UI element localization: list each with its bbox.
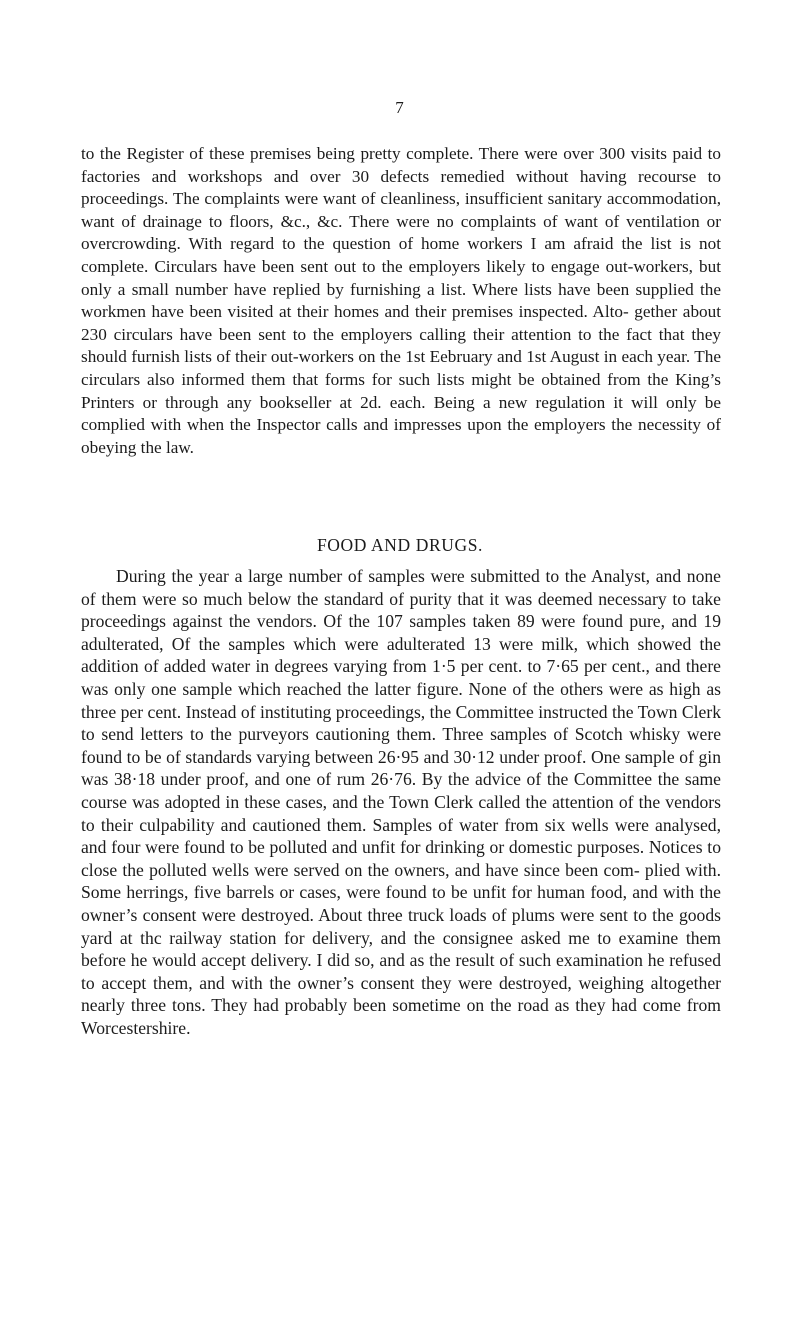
section-heading-food-and-drugs: FOOD AND DRUGS.	[316, 535, 484, 555]
body-paragraph-factories: to the Register of these premises being pretty complete. There were over 300 visits paid to factories and workshops and over 30 defects remedied without having recourse to proceedings. The complaints were want of cleanliness, insufficient sanitary accommodation, want of drainage to floors, &c., &c. There were no complaints of want of ventilation or overcrowding. With regard to the question of home workers I am afraid the list is not complete. Circulars have been sent out to the employers likely to engage out-workers, but only a small number have replied by furnishing a list. Where lists have been supplied the workmen have been visited at their homes and their premises inspected. Alto- gether about 230 circulars have been sent to the employers calling their attention to the fact that they should furnish lists of their out-workers on the 1st Eebruary and 1st August in each year. The circulars also informed them that forms for such lists might be obtained from the King’s Printers or through any bookseller at 2d. each. Being a new regulation it will only be complied with when the Inspector calls and impresses upon the employers the necessity of obeying the law.	[81, 144, 721, 457]
page-number: 7	[395, 98, 405, 117]
body-paragraph-food-and-drugs: During the year a large number of samples were submitted to the Analyst, and none of them were so much below the standard of purity that it was deemed necessary to take proceedings against the vendors. Of the 107 samples taken 89 were found pure, and 19 adulterated, Of the samples which were adulterated 13 were milk, which showed the addition of added water in degrees varying from 1·5 per cent. to 7·65 per cent., and there was only one sample which reached the latter figure. None of the others were as high as three per cent. Instead of instituting proceedings, the Committee instructed the Town Clerk to send letters to the purveyors cautioning them. Three samples of Scotch whisky were found to be of standards varying between 26·95 and 30·12 under proof. One sample of gin was 38·18 under proof, and one of rum 26·76. By the advice of the Committee the same course was adopted in these cases, and the Town Clerk called the attention of the vendors to their culpability and cautioned them. Samples of water from six wells were analysed, and four were found to be polluted and unfit for drinking or domestic purposes. Notices to close the polluted wells were served on the owners, and have since been com- plied with. Some herrings, five barrels or cases, were found to be unfit for human food, and with the owner’s consent were destroyed. About three truck loads of plums were sent to the goods yard at thc railway station for delivery, and the consignee asked me to examine them before he would accept delivery. I did so, and as the result of such examination he refused to accept them, and with the owner’s consent they were destroyed, weighing altogether nearly three tons. They had probably been sometime on the road as they had come from Worcestershire.	[81, 566, 721, 1038]
